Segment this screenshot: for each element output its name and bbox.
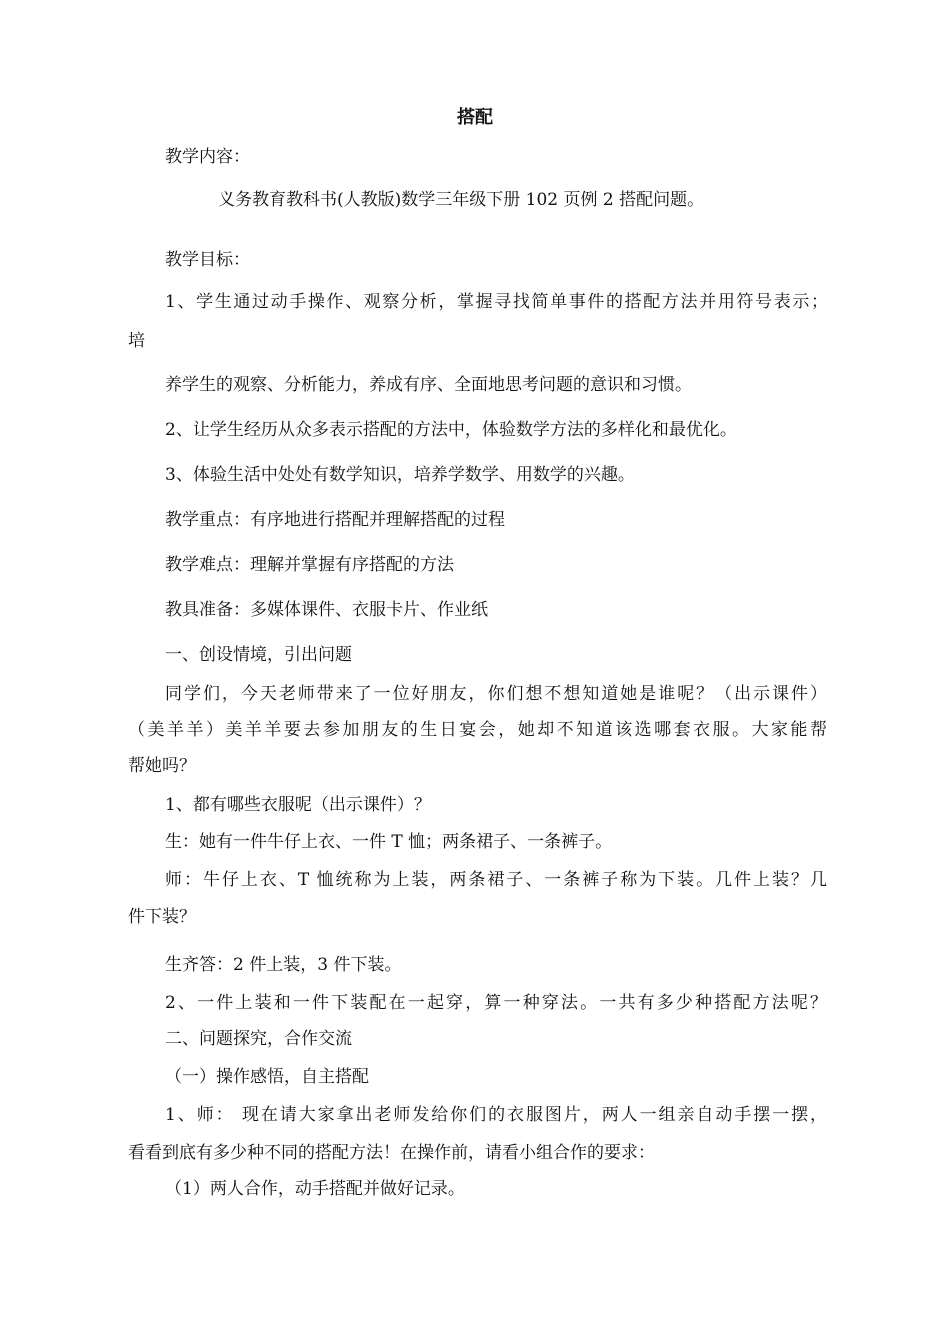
section-label-content: 教学内容： bbox=[165, 147, 250, 167]
section-label-goals: 教学目标： bbox=[165, 250, 250, 270]
goal-3: 3、体验生活中处处有数学知识，培养学数学、用数学的兴趣。 bbox=[165, 465, 635, 485]
section-heading-1: 一、创设情境，引出问题 bbox=[165, 645, 352, 665]
student-answer-2: 生齐答：2 件上装，3 件下装。 bbox=[165, 955, 402, 975]
difficult-point: 教学难点：理解并掌握有序搭配的方法 bbox=[165, 555, 454, 575]
goal-1-line-3: 养学生的观察、分析能力，养成有序、全面地思考问题的意识和习惯。 bbox=[165, 375, 692, 395]
textbook-reference: 义务教育教科书(人教版)数学三年级下册 102 页例 2 搭配问题。 bbox=[218, 190, 705, 210]
intro-paragraph-line-3: 帮她吗？ bbox=[128, 756, 196, 776]
intro-paragraph-line-2: （美羊羊）美羊羊要去参加朋友的生日宴会，她却不知道该选哪套衣服。大家能帮 bbox=[128, 720, 827, 740]
goal-1-line-1: 1、学生通过动手操作、观察分析，掌握寻找简单事件的搭配方法并用符号表示； bbox=[165, 292, 828, 312]
teaching-aids: 教具准备：多媒体课件、衣服卡片、作业纸 bbox=[165, 600, 488, 620]
goal-1-line-2: 培 bbox=[128, 331, 145, 351]
activity-line-1: 1、师： 现在请大家拿出老师发给你们的衣服图片，两人一组亲自动手摆一摆， bbox=[165, 1105, 827, 1125]
document-title: 搭配 bbox=[457, 107, 493, 128]
student-answer-1: 生：她有一件牛仔上衣、一件 T 恤；两条裙子、一条裤子。 bbox=[165, 832, 613, 852]
intro-paragraph-line-1: 同学们，今天老师带来了一位好朋友，你们想不想知道她是谁呢？（出示课件） bbox=[165, 684, 827, 704]
question-1: 1、都有哪些衣服呢（出示课件）？ bbox=[165, 795, 431, 815]
goal-2: 2、让学生经历从众多表示搭配的方法中，体验数学方法的多样化和最优化。 bbox=[165, 420, 737, 440]
activity-line-2: 看看到底有多少种不同的搭配方法！在操作前，请看小组合作的要求： bbox=[128, 1143, 655, 1163]
section-heading-2: 二、问题探究，合作交流 bbox=[165, 1029, 352, 1049]
question-2: 2、一件上装和一件下装配在一起穿，算一种穿法。一共有多少种搭配方法呢？ bbox=[165, 993, 827, 1013]
teacher-line-1: 师：牛仔上衣、T 恤统称为上装，两条裙子、一条裤子称为下装。几件上装？几 bbox=[165, 870, 827, 890]
teacher-line-2: 件下装？ bbox=[128, 907, 196, 927]
requirement-1: （1）两人合作，动手搭配并做好记录。 bbox=[165, 1179, 465, 1199]
key-point: 教学重点：有序地进行搭配并理解搭配的过程 bbox=[165, 510, 505, 530]
subsection-heading-1: （一）操作感悟，自主搭配 bbox=[165, 1067, 369, 1087]
